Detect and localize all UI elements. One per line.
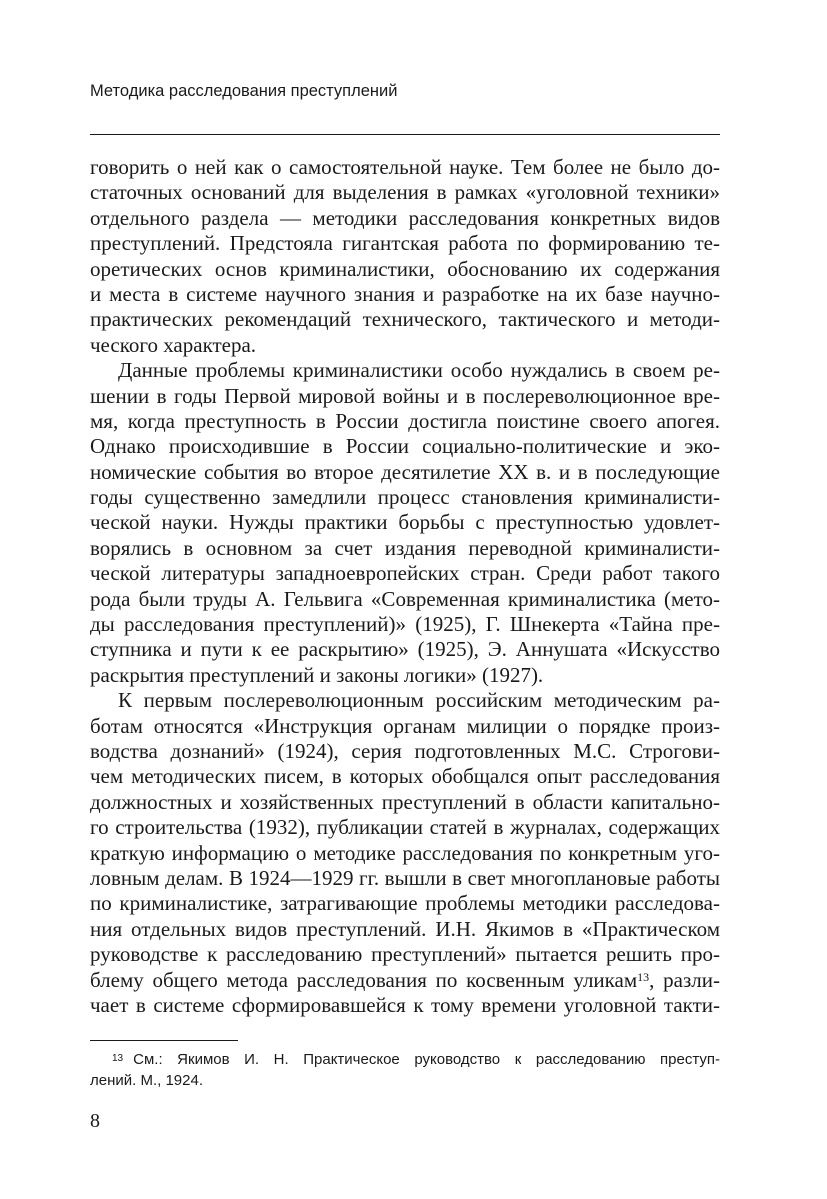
body-line: Данные проблемы криминалистики особо нуждались в своем ре- <box>118 358 720 383</box>
body-line: шении в годы Первой мировой войны и в послереволюционное вре- <box>90 383 720 408</box>
body-line: преступлений. Предстояла гигантская работа по формированию те- <box>90 231 720 256</box>
body-line: оретических основ криминалистики, обоснованию их содержания <box>90 256 720 281</box>
body-line: краткую информацию о методике расследования по конкретным уго- <box>90 840 720 865</box>
footnote-reference[interactable]: 13 <box>637 969 650 984</box>
footnote-rule <box>90 1040 238 1041</box>
body-line: ческой литературы западноевропейских стран. Среди работ такого <box>90 561 720 586</box>
body-line: ловным делам. В 1924—1929 гг. вышли в свет многоплановые работы <box>90 865 720 890</box>
body-line: ворялись в основном за счет издания переводной криминалисти- <box>90 535 720 560</box>
body-text <box>90 155 720 1018</box>
body-line: говорить о ней как о самостоятельной науке. Тем более не было до- <box>90 155 720 179</box>
body-line-segment: блему общего метода расследования по косвенным уликам <box>90 967 638 992</box>
body-line: водства дознаний» (1924), серия подготовленных М.С. Строгови- <box>90 738 720 763</box>
header-rule <box>90 134 720 135</box>
body-line: должностных и хозяйственных преступлений в области капитально- <box>90 789 720 814</box>
body-line: мя, когда преступность в России достигла поистине своего апогея. <box>90 408 720 433</box>
body-line: и места в системе научного знания и разработке на их базе научно- <box>90 281 720 306</box>
footnote-line <box>90 1049 720 1070</box>
body-line: по криминалистике, затрагивающие проблемы методики расследова- <box>90 891 720 916</box>
body-line-segment: , разли- <box>649 967 720 992</box>
body-line: ступника и пути к ее раскрытию» (1925), Э. Аннушата «Искусство <box>90 637 720 662</box>
body-line: раскрытия преступлений и законы логики» (1927). <box>90 662 544 687</box>
body-line: чем методических писем, в которых обобщался опыт расследования <box>90 764 720 789</box>
body-line: руководстве к расследованию преступлений» пытается решить про- <box>90 942 720 967</box>
body-line: К первым послереволюционным российским методическим ра- <box>118 688 720 713</box>
body-line: номические события во второе десятилетие XX в. и в последующие <box>90 459 720 484</box>
footnote-number: 13 <box>112 1053 124 1064</box>
body-line: чает в системе сформировавшейся к тому времени уголовной такти- <box>90 992 720 1017</box>
body-line: Однако происходившие в России социально-политические и эко- <box>90 434 720 459</box>
body-line: практических рекомендаций технического, тактического и методи- <box>90 307 720 332</box>
page-number: 8 <box>90 1110 100 1132</box>
running-title: Методика расследования преступлений <box>90 82 398 100</box>
body-line: ды расследования преступлений)» (1925), Г. Шнекерта «Тайна пре- <box>90 612 720 637</box>
body-line: отдельного раздела — методики расследования конкретных видов <box>90 205 720 230</box>
footnote-line: лений. М., 1924. <box>90 1072 204 1089</box>
body-line <box>90 968 720 993</box>
body-line: ботам относятся «Инструкция органам милиции о порядке произ- <box>90 713 720 738</box>
body-line: годы существенно замедлили процесс становления криминалисти- <box>90 485 720 510</box>
footnote <box>90 1049 720 1091</box>
body-line: го строительства (1932), публикации статей в журналах, содержащих <box>90 815 720 840</box>
body-line: статочных оснований для выделения в рамках «уголовной техники» <box>90 180 720 205</box>
body-line: ческой науки. Нужды практики борьбы с преступностью удовлет- <box>90 510 720 535</box>
body-line: ческого характера. <box>90 332 257 357</box>
body-line: рода были труды А. Гельвига «Современная криминалистика (мето- <box>90 586 720 611</box>
footnote-text: См.: Якимов И. Н. Практическое руководство к расследованию преступ- <box>133 1051 720 1068</box>
body-line: ния отдельных видов преступлений. И.Н. Якимов в «Практическом <box>90 916 720 941</box>
